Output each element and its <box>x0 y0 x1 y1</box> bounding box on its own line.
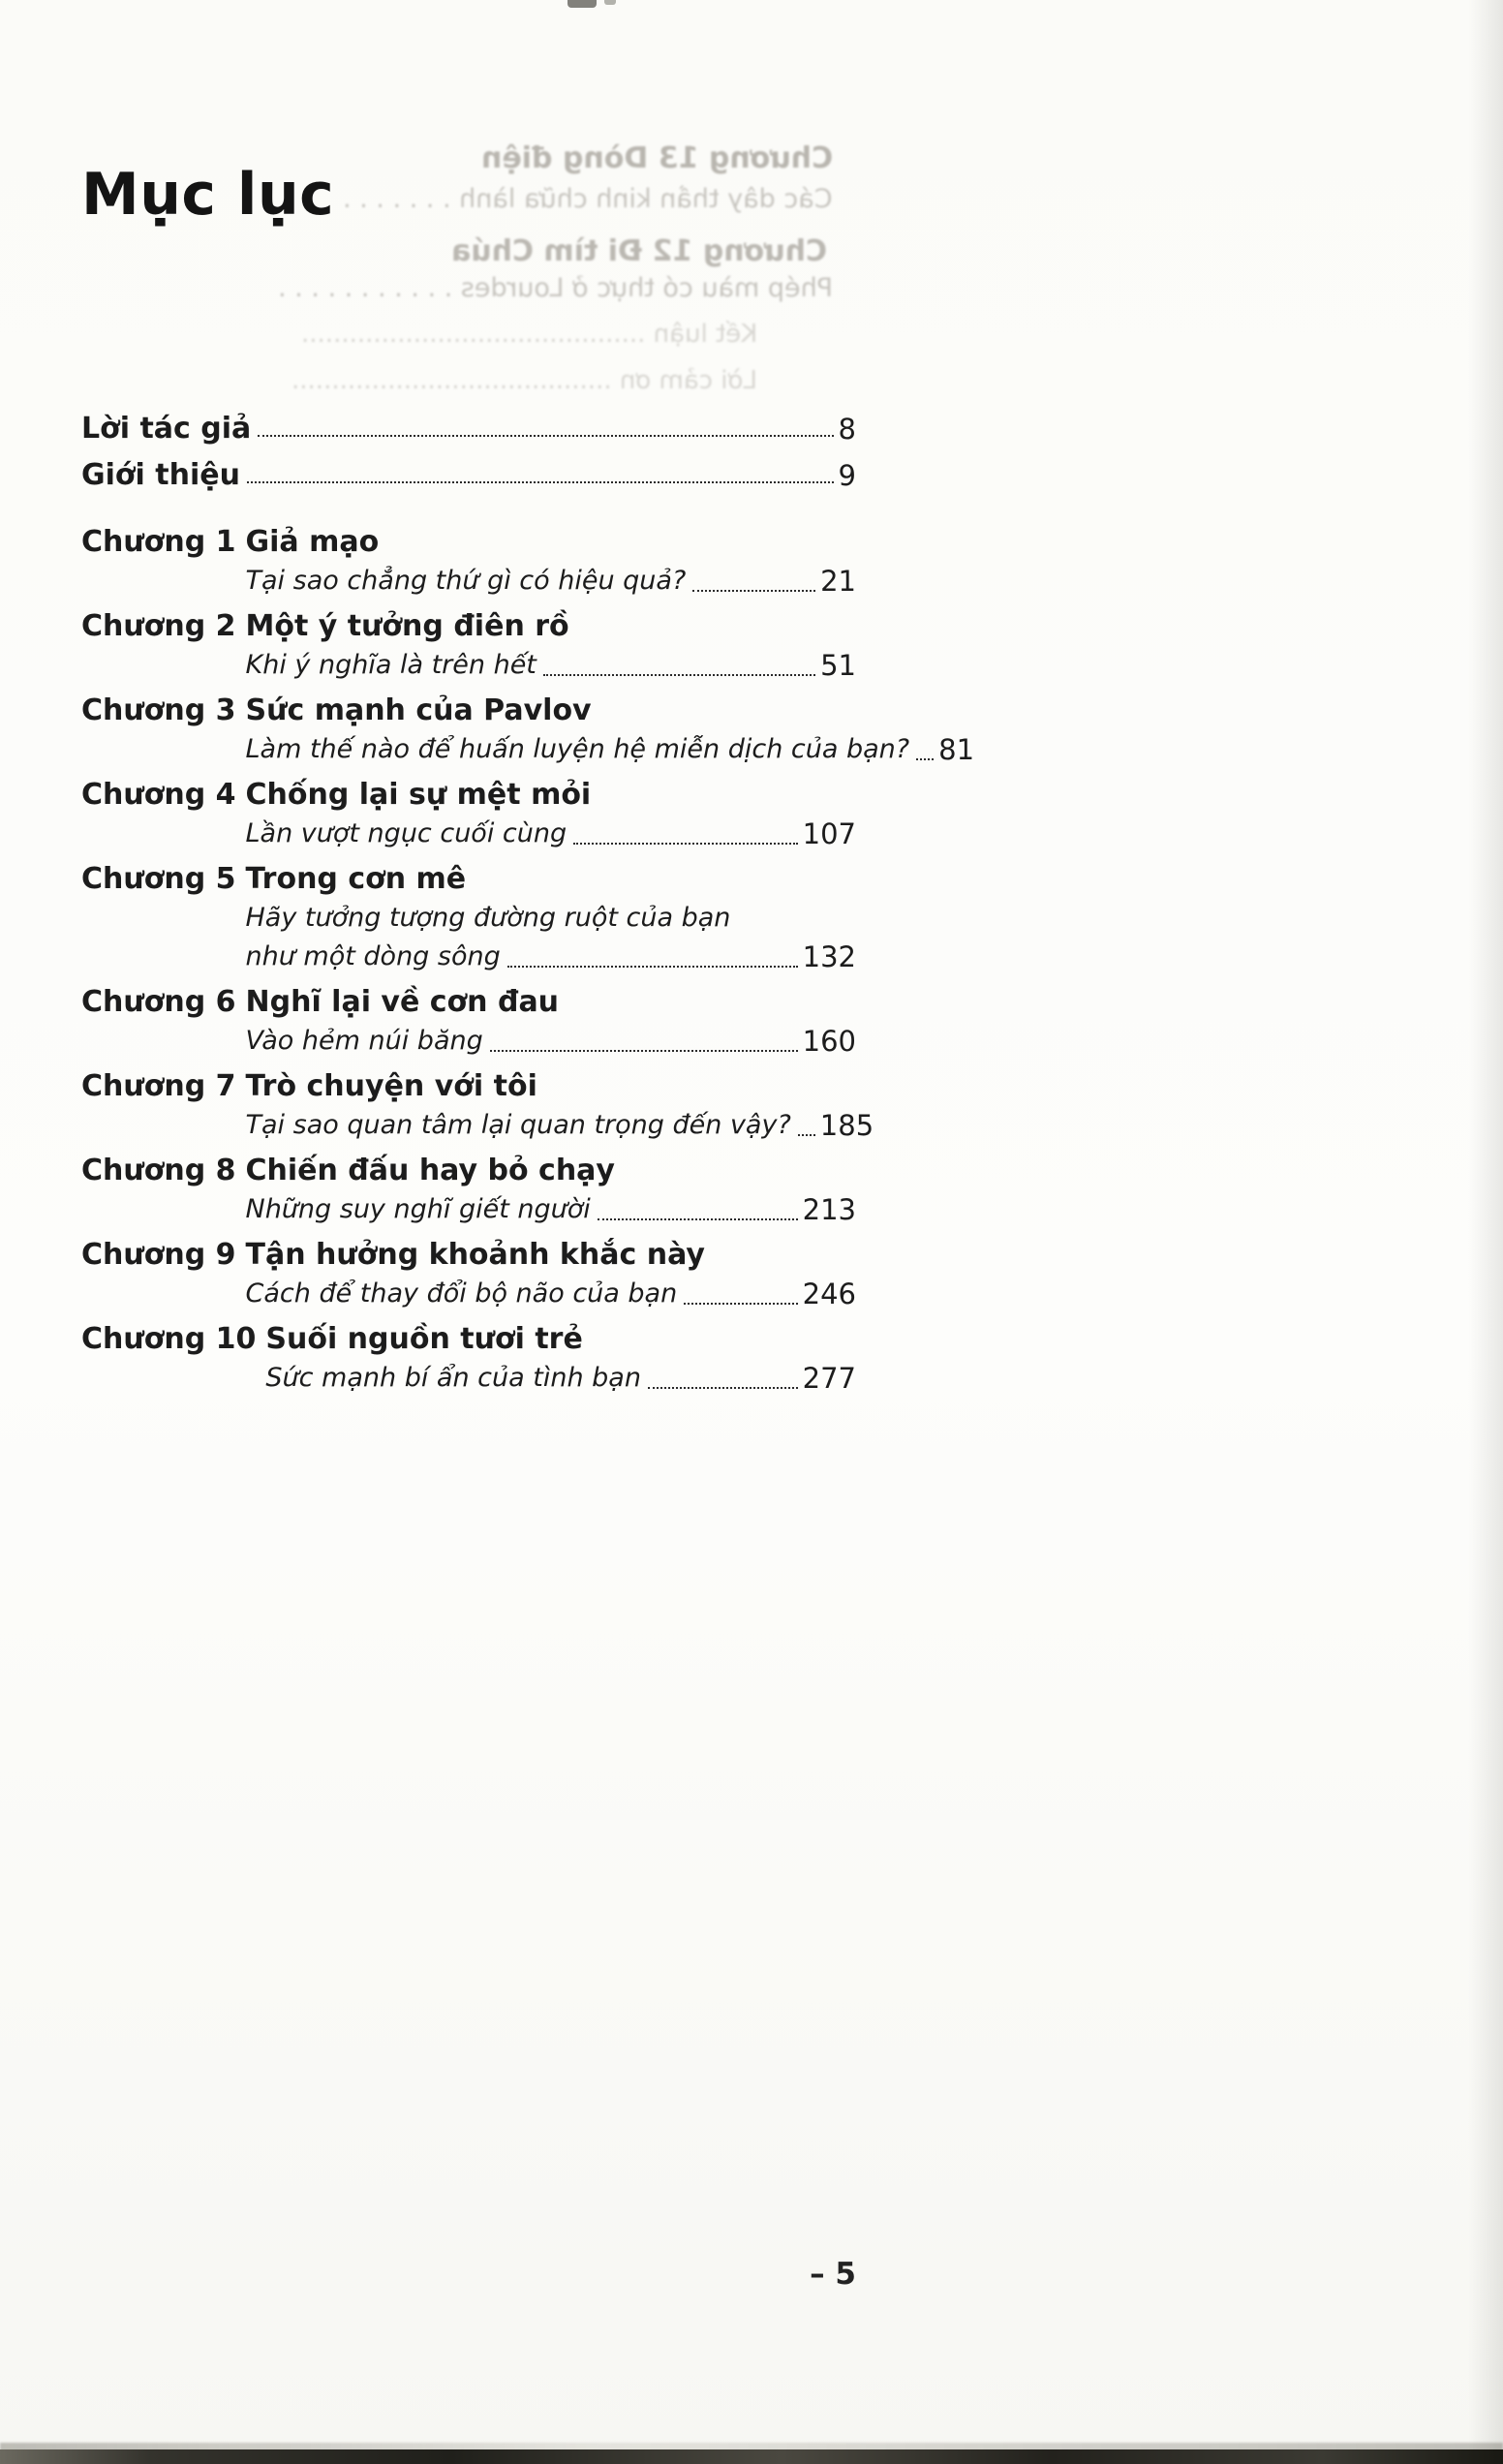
chapter-title: Suối nguồn tươi trẻ <box>265 1322 583 1356</box>
chapter-entry <box>81 776 856 853</box>
toc-entry-label: Lời tác giả <box>81 412 252 446</box>
chapter-subtitle-row <box>246 815 857 853</box>
dot-leader <box>598 1218 798 1220</box>
chapter-subtitle: Vào hẻm núi băng <box>245 1026 483 1056</box>
scan-edge <box>0 2449 1503 2464</box>
chapter-subtitle-row <box>246 938 857 976</box>
chapter-body <box>246 776 857 853</box>
chapter-subtitle: Lần vượt ngục cuối cùng <box>245 818 567 848</box>
chapter-body <box>246 523 857 601</box>
chapter-page-number: 132 <box>802 940 856 973</box>
dot-leader <box>573 843 798 845</box>
chapter-subtitle: Tại sao quan tâm lại quan trọng đến vậy? <box>245 1110 791 1140</box>
dot-leader <box>247 481 834 483</box>
chapter-page-number: 107 <box>802 817 856 850</box>
dot-leader <box>490 1050 798 1052</box>
bleed-through-line: Phép màu có thực ở Lourdes . . . . . . . . . . . <box>277 273 833 303</box>
chapter-subtitle: như một dòng sông <box>245 941 501 971</box>
chapter-body <box>245 1067 874 1145</box>
chapter-body <box>246 1152 857 1229</box>
chapter-subtitle-row <box>246 1190 857 1229</box>
dot-leader <box>684 1303 797 1305</box>
bleed-through-line: Lời cảm ơn ........................................ <box>291 366 757 395</box>
chapter-entry <box>81 983 856 1061</box>
chapter-subtitle-row <box>246 646 857 685</box>
page-title: Mục lục <box>81 161 335 230</box>
chapter-body <box>246 607 857 685</box>
chapter-page-number: 277 <box>802 1362 856 1395</box>
chapter-list <box>81 523 975 1404</box>
chapter-subtitle-row <box>246 562 857 601</box>
chapter-subtitle: Những suy nghĩ giết người <box>245 1194 591 1224</box>
chapter-body <box>246 983 857 1061</box>
chapter-entry <box>81 860 856 976</box>
scan-artifact <box>567 0 597 8</box>
chapter-page-number: 81 <box>938 733 975 766</box>
chapter-page-number: 21 <box>820 565 856 598</box>
chapter-entry <box>81 1152 856 1229</box>
chapter-page-number: 213 <box>802 1193 856 1226</box>
toc-entry-page: 8 <box>838 413 856 446</box>
chapter-subtitle: Khi ý nghĩa là trên hết <box>245 650 537 680</box>
dot-leader <box>543 674 815 676</box>
chapter-label: Chương 1 <box>81 525 236 559</box>
chapter-title: Chiến đấu hay bỏ chạy <box>245 1154 615 1187</box>
chapter-title: Tận hưởng khoảnh khắc này <box>245 1238 705 1272</box>
chapter-title: Trò chuyện với tôi <box>245 1069 537 1103</box>
toc-entry <box>81 446 856 492</box>
chapter-label: Chương 5 <box>81 862 236 896</box>
chapter-label: Chương 9 <box>81 1238 236 1272</box>
chapter-body <box>245 692 975 769</box>
chapter-title: Sức mạnh của Pavlov <box>245 693 592 727</box>
chapter-entry <box>81 607 856 685</box>
chapter-label: Chương 8 <box>81 1154 236 1187</box>
chapter-subtitle-row <box>265 1359 856 1398</box>
chapter-label: Chương 2 <box>81 609 236 643</box>
chapter-page-number: 185 <box>819 1109 874 1142</box>
chapter-subtitle: Sức mạnh bí ẩn của tình bạn <box>265 1363 641 1393</box>
dot-leader <box>507 966 798 968</box>
chapter-page-number: 160 <box>802 1025 856 1058</box>
chapter-title: Trong cơn mê <box>245 862 467 896</box>
chapter-label: Chương 3 <box>81 693 236 727</box>
chapter-body <box>265 1320 856 1398</box>
dot-leader <box>648 1387 798 1389</box>
bleed-through-line: Chương 13 Dòng điện <box>480 141 833 175</box>
chapter-body <box>246 1236 857 1313</box>
chapter-page-number: 51 <box>820 649 856 682</box>
dot-leader <box>692 590 815 592</box>
chapter-subtitle-line1: Hãy tưởng tượng đường ruột của bạn <box>245 903 731 933</box>
chapter-subtitle: Cách để thay đổi bộ não của bạn <box>245 1278 678 1309</box>
toc-entry-label: Giới thiệu <box>81 458 240 492</box>
scan-artifact <box>604 0 616 5</box>
chapter-label: Chương 7 <box>81 1069 236 1103</box>
chapter-entry <box>81 1236 856 1313</box>
chapter-subtitle-row <box>245 730 975 769</box>
chapter-label: Chương 4 <box>81 778 236 812</box>
bleed-through-line: Chương 12 Đi tìm Chúa <box>451 234 827 268</box>
toc-entry <box>81 399 856 446</box>
chapter-entry <box>81 1067 874 1145</box>
chapter-entry <box>81 523 856 601</box>
chapter-page-number: 246 <box>802 1278 856 1310</box>
chapter-entry <box>81 1320 856 1398</box>
dot-leader <box>258 435 833 437</box>
chapter-body <box>246 860 857 976</box>
chapter-title: Một ý tưởng điên rồ <box>245 609 569 643</box>
chapter-subtitle: Tại sao chẳng thứ gì có hiệu quả? <box>245 566 687 596</box>
chapter-label: Chương 10 <box>81 1322 257 1356</box>
toc-entry-page: 9 <box>838 459 856 492</box>
folio-page-number: – 5 <box>810 2257 856 2292</box>
chapter-title: Chống lại sự mệt mỏi <box>245 778 592 812</box>
chapter-subtitle-row <box>245 1106 874 1145</box>
chapter-subtitle: Làm thế nào để huấn luyện hệ miễn dịch của bạn? <box>245 734 910 764</box>
bleed-through-line: Các dây thần kinh chữa lành . . . . . . . <box>343 184 833 214</box>
chapter-subtitle-row <box>246 1022 857 1061</box>
dot-leader <box>916 758 934 760</box>
page-edge-shadow <box>1468 0 1503 2464</box>
chapter-subtitle-row <box>246 1275 857 1313</box>
chapter-title: Nghĩ lại về cơn đau <box>245 985 560 1019</box>
chapter-entry <box>81 692 975 769</box>
bleed-through-line: Kết luận ........................................... <box>300 320 757 349</box>
front-matter-list <box>81 399 856 492</box>
chapter-label: Chương 6 <box>81 985 236 1019</box>
dot-leader <box>798 1134 815 1136</box>
chapter-title: Giả mạo <box>245 525 380 559</box>
